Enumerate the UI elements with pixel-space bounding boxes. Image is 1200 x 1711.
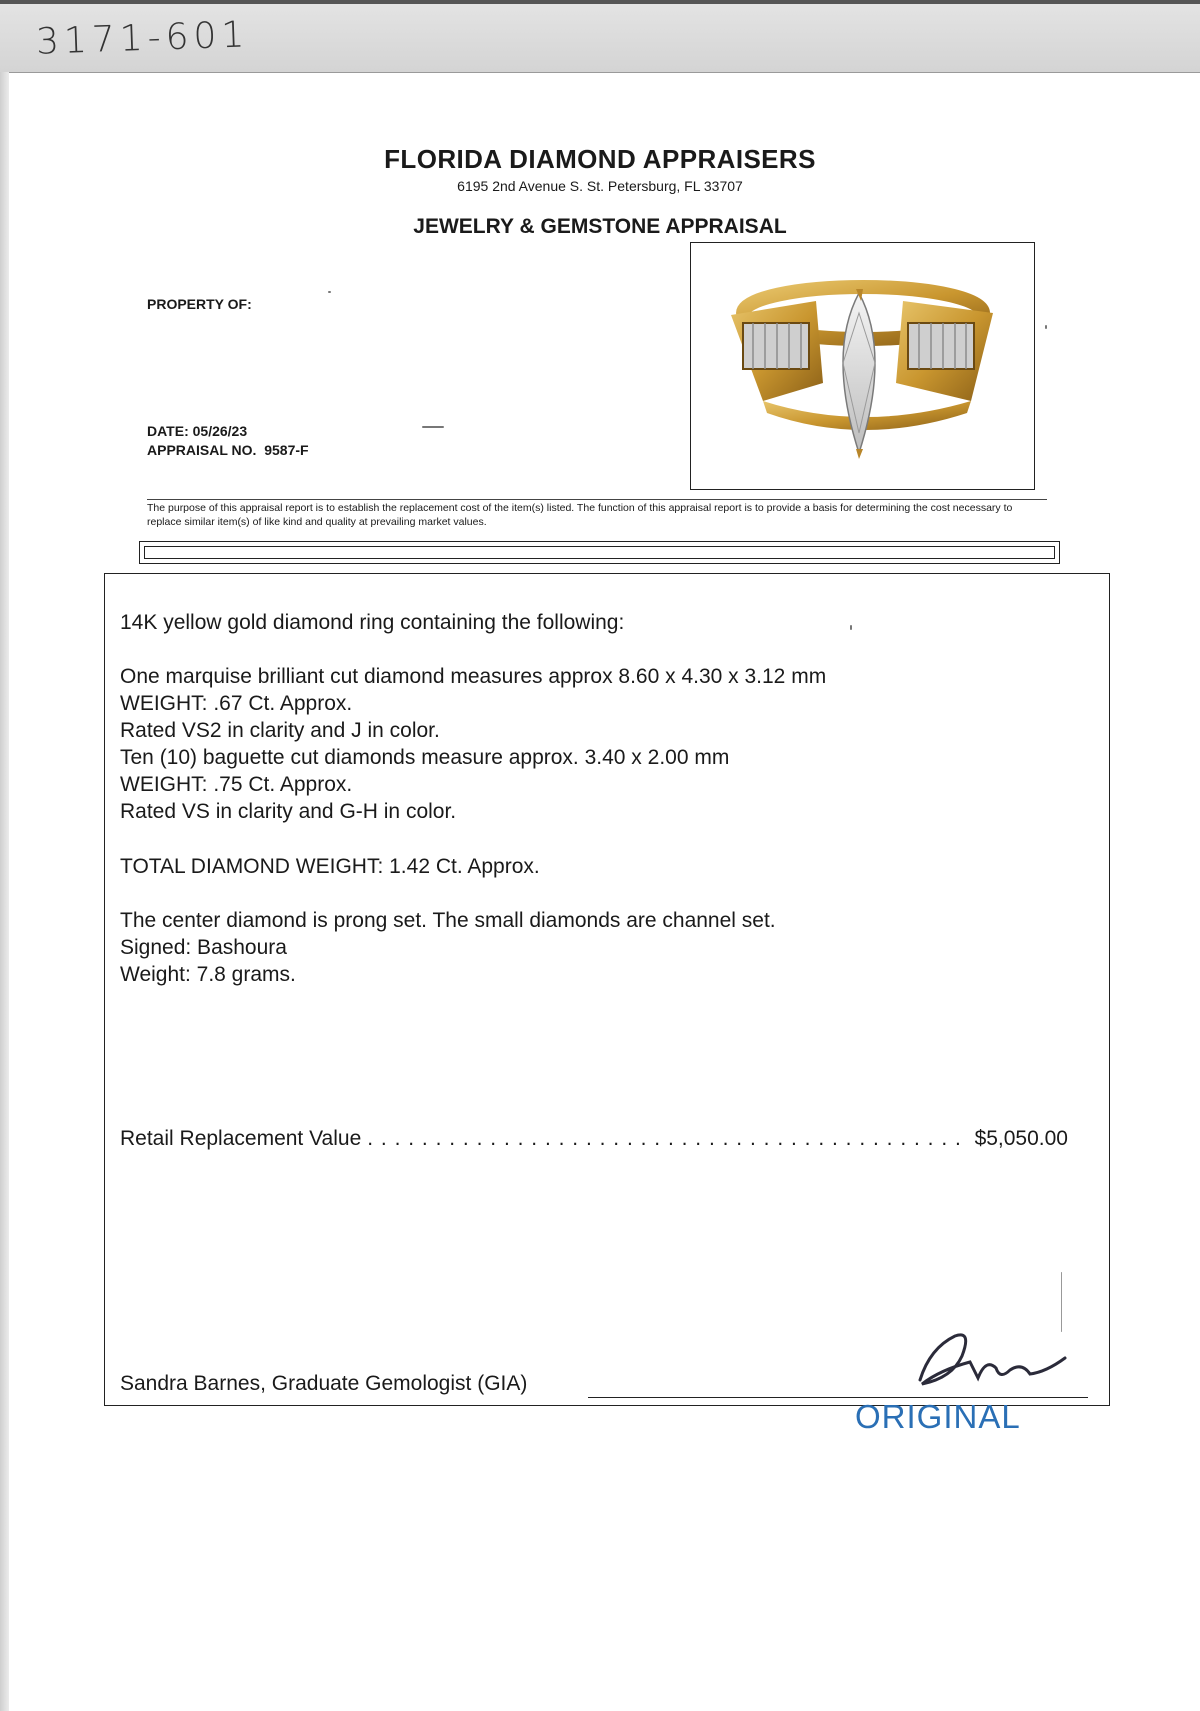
appraisal-no-row bbox=[147, 442, 309, 458]
blank-field-bar bbox=[139, 541, 1060, 564]
date-value: 05/26/23 bbox=[192, 423, 248, 439]
handwritten-signature bbox=[900, 1318, 1070, 1398]
retail-value-label: Retail Replacement Value bbox=[120, 1127, 362, 1150]
ring-photo bbox=[690, 242, 1035, 490]
ring-photo-icon bbox=[691, 243, 1036, 491]
scan-speck bbox=[1045, 325, 1047, 329]
total-diamond-weight: TOTAL DIAMOND WEIGHT: 1.42 Ct. Approx. bbox=[120, 855, 540, 878]
property-of-label: PROPERTY OF: bbox=[147, 296, 252, 312]
retail-value-row bbox=[120, 1127, 1068, 1151]
appraiser-signature-label: Sandra Barnes, Graduate Gemologist (GIA) bbox=[120, 1372, 528, 1395]
description-line: Rated VS in clarity and G-H in color. bbox=[120, 800, 457, 823]
setting-line: Weight: 7.8 grams. bbox=[120, 963, 296, 986]
retail-value-amount: $5,050.00 bbox=[974, 1127, 1068, 1150]
handwritten-file-number: 3171-601 bbox=[35, 14, 250, 63]
original-stamp: ORIGINAL bbox=[855, 1398, 1021, 1435]
description-line: Rated VS2 in clarity and J in color. bbox=[120, 719, 440, 742]
scan-speck bbox=[850, 625, 852, 630]
scan-speck bbox=[328, 291, 331, 293]
company-address: 6195 2nd Avenue S. St. Petersburg, FL 33707 bbox=[457, 178, 743, 194]
scan-left-edge bbox=[0, 72, 9, 1711]
date-row bbox=[147, 423, 247, 439]
scan-speck bbox=[1061, 1272, 1062, 1332]
date-label: DATE: bbox=[147, 423, 189, 439]
setting-line: Signed: Bashoura bbox=[120, 936, 287, 959]
appraisal-no-value: 9587-F bbox=[264, 442, 309, 458]
purpose-statement: The purpose of this appraisal report is to establish the replacement cost of the item(s) listed. The function of this appraisal report is to provide a basis for determining the cost necessary to replace similar item(s) of like kind and quality at prevailing market values. bbox=[147, 499, 1047, 529]
description-line: One marquise brilliant cut diamond measures approx 8.60 x 4.30 x 3.12 mm bbox=[120, 665, 827, 688]
leader-dots bbox=[367, 1127, 968, 1151]
company-name: FLORIDA DIAMOND APPRAISERS bbox=[384, 144, 816, 174]
setting-line: The center diamond is prong set. The small diamonds are channel set. bbox=[120, 909, 776, 932]
scan-speck bbox=[422, 426, 444, 428]
document-title: JEWELRY & GEMSTONE APPRAISAL bbox=[413, 215, 787, 238]
description-line: WEIGHT: .75 Ct. Approx. bbox=[120, 773, 353, 796]
description-line: WEIGHT: .67 Ct. Approx. bbox=[120, 692, 353, 715]
description-line: Ten (10) baguette cut diamonds measure approx. 3.40 x 2.00 mm bbox=[120, 746, 730, 769]
description-intro: 14K yellow gold diamond ring containing the following: bbox=[120, 611, 625, 634]
appraisal-no-label: APPRAISAL NO. bbox=[147, 442, 257, 458]
